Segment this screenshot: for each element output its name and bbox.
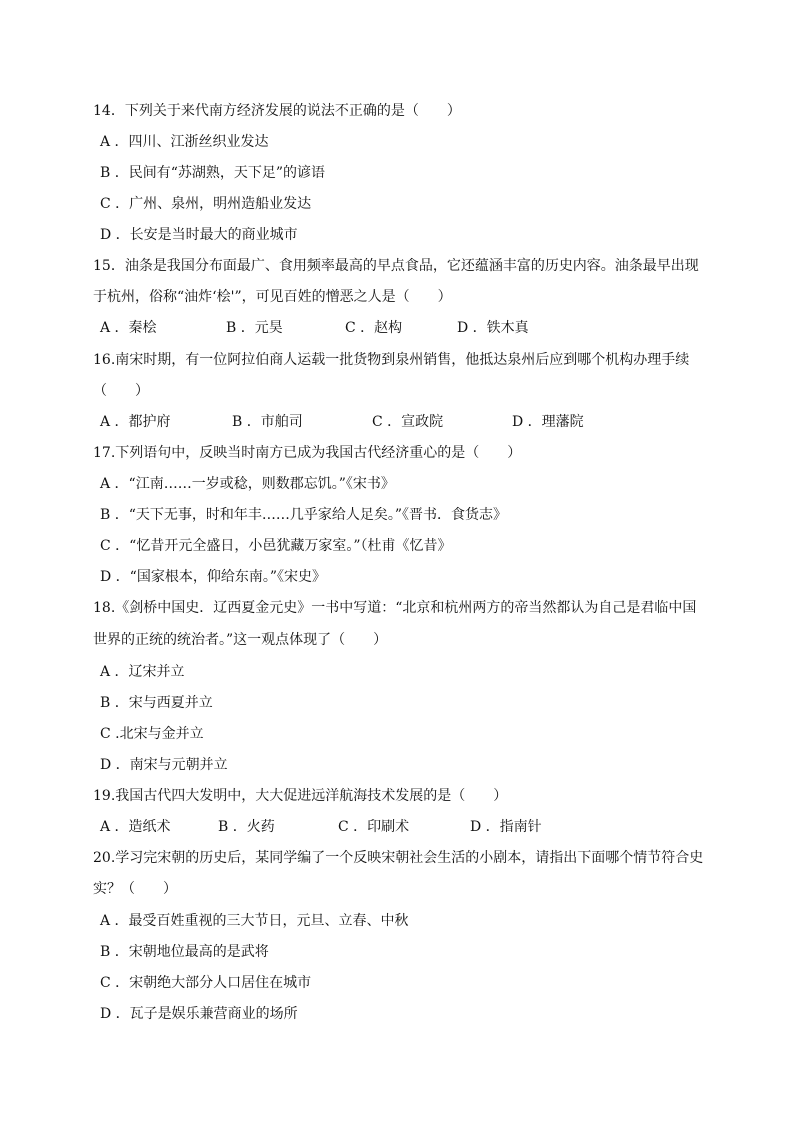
question-19-option-a: A ．造纸术 — [100, 819, 171, 835]
question-14-option-d: D ．长安是当时最大的商业城市 — [100, 227, 298, 243]
question-16-stem-line-2: （ ） — [93, 383, 149, 399]
question-17-stem: 17.下列语句中，反映当时南方已成为我国古代经济重心的是（ ） — [93, 445, 522, 461]
question-16-option-a: A ．都护府 — [100, 414, 171, 430]
question-17-option-d: D ．“国家根本，仰给东南。”《宋史》 — [100, 569, 326, 585]
question-14-option-b: B ．民间有“苏湖熟，天下足”的谚语 — [100, 165, 326, 181]
question-16-option-b: B ．市舶司 — [232, 414, 303, 430]
question-19-option-b: B ．火药 — [218, 819, 275, 835]
question-14-option-c: C ．广州、泉州，明州造船业发达 — [100, 196, 312, 212]
question-18-stem-line-2: 世界的正统的统治者。”这一观点体现了（ ） — [93, 632, 388, 648]
question-15-stem-line-1: 15．油条是我国分布面最广、食用频率最高的早点食品，它还蕴涵丰富的历史内容。油条最早出现 — [93, 258, 699, 274]
question-17-option-a: A ．“江南……一岁或稔，则数郡忘饥。”《宋书》 — [100, 476, 395, 492]
question-20-stem-line-2: 实？（ ） — [93, 881, 177, 897]
question-17-option-b: B ．“天下无事，时和年丰……几乎家给人足矣。”《晋书．食货志》 — [100, 507, 508, 523]
question-20-stem-line-1: 20.学习完宋朝的历史后，某同学编了一个反映宋朝社会生活的小剧本，请指出下面哪个情节符合史 — [93, 850, 704, 866]
question-16-option-c: C ．宣政院 — [372, 414, 444, 430]
question-19-option-d: D ．指南针 — [470, 819, 542, 835]
question-15-stem-line-2: 于杭州，俗称“油炸‘桧'”，可见百姓的憎恶之人是（ ） — [93, 289, 452, 305]
question-14-stem: 14．下列关于来代南方经济发展的说法不正确的是（ ） — [93, 103, 461, 119]
question-15-option-a: A ．秦桧 — [100, 320, 157, 336]
question-20-option-d: D ．瓦子是娱乐兼营商业的场所 — [100, 1006, 298, 1022]
question-16-option-d: D ．理藩院 — [512, 414, 584, 430]
question-18-option-d: D ．南宋与元朝并立 — [100, 757, 228, 773]
question-17-option-c: C ．“忆昔开元全盛日，小邑犹藏万家室。”（杜甫《忆昔》 — [100, 538, 452, 554]
question-15-option-b: B ．元昊 — [226, 320, 283, 336]
question-18-option-b: B ．宋与西夏并立 — [100, 695, 213, 711]
question-20-option-a: A ．最受百姓重视的三大节日，元旦、立春、中秋 — [100, 913, 409, 929]
question-19-stem: 19.我国古代四大发明中，大大促进远洋航海技术发展的是（ ） — [93, 788, 508, 804]
question-18-option-a: A ．辽宋并立 — [100, 664, 185, 680]
question-19-option-c: C ．印刷术 — [338, 819, 410, 835]
question-20-option-b: B ．宋朝地位最高的是武将 — [100, 944, 269, 960]
question-18-option-c: C .北宋与金并立 — [100, 726, 204, 742]
question-15-option-d: D ．铁木真 — [457, 320, 529, 336]
question-15-option-c: C ．赵构 — [345, 320, 403, 336]
question-16-stem-line-1: 16.南宋时期，有一位阿拉伯商人运载一批货物到泉州销售，他抵达泉州后应到哪个机构办理手续 — [93, 352, 690, 368]
question-20-option-c: C ．宋朝绝大部分人口居住在城市 — [100, 975, 312, 991]
question-18-stem-line-1: 18.《剑桥中国史．辽西夏金元史》一书中写道：“北京和杭州两方的帝当然都认为自己是君临中国 — [93, 600, 697, 616]
question-14-option-a: A ．四川、江浙丝织业发达 — [100, 134, 269, 150]
